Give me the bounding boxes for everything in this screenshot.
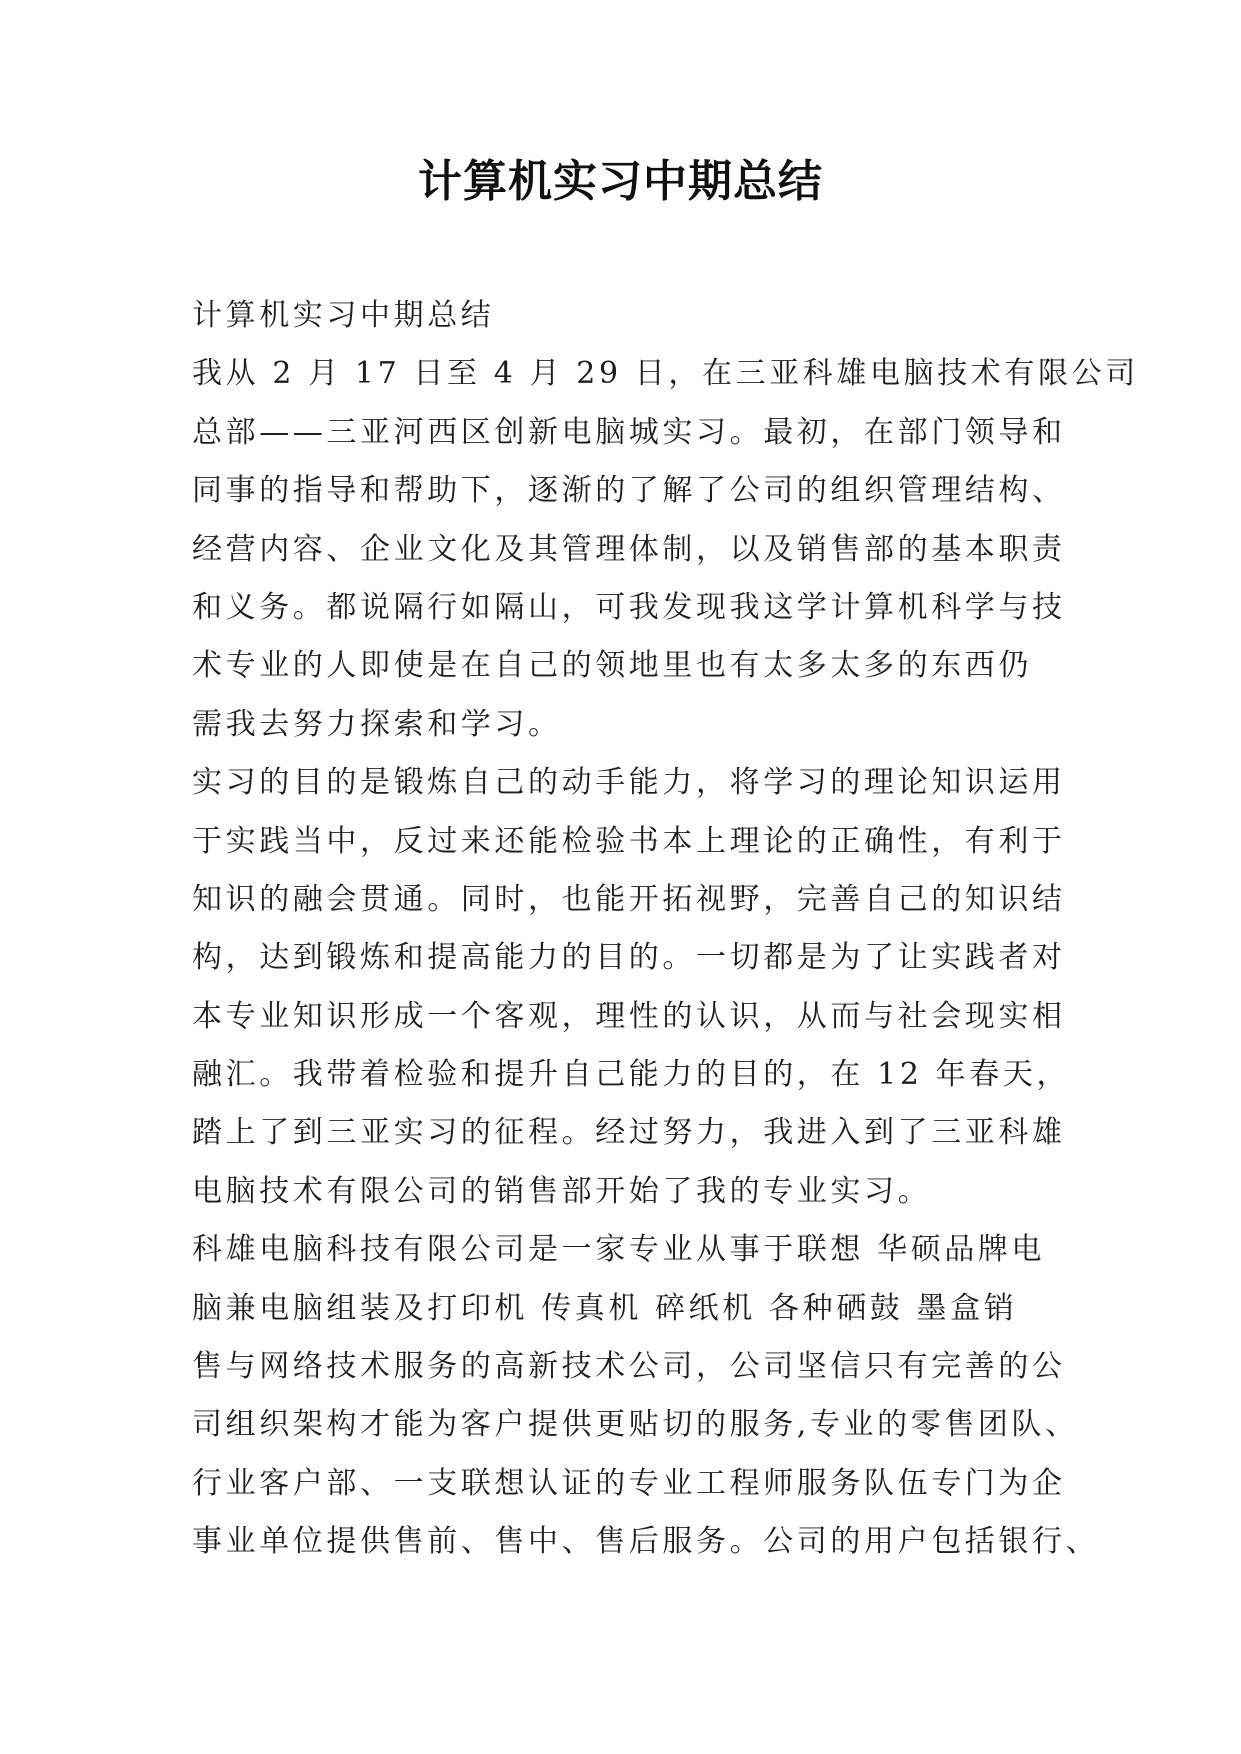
text-line: 行业客户部、一支联想认证的专业工程师服务队伍专门为企 (192, 1465, 1066, 1501)
text-line: 于实践当中，反过来还能检验书本上理论的正确性，有利于 (192, 823, 1066, 859)
text-line: 踏上了到三亚实习的征程。经过努力，我进入到了三亚科雄 (192, 1115, 1066, 1151)
text-line: 构，达到锻炼和提高能力的目的。一切都是为了让实践者对 (192, 940, 1066, 976)
text-line: 和义务。都说隔行如隔山，可我发现我这学计算机科学与技 (192, 589, 1066, 625)
text-line: 知识的融会贯通。同时，也能开拓视野，完善自己的知识结 (192, 881, 1066, 917)
text-line: 司组织架构才能为客户提供更贴切的服务,专业的零售团队、 (192, 1407, 1079, 1443)
text-line: 计算机实习中期总结 (192, 298, 495, 333)
text-line: 事业单位提供售前、售中、售后服务。公司的用户包括银行、 (192, 1524, 1100, 1560)
text-line: 同事的指导和帮助下，逐渐的了解了公司的组织管理结构、 (192, 473, 1066, 509)
text-line: 科雄电脑科技有限公司是一家专业从事于联想 华硕品牌电 (192, 1232, 1046, 1268)
text-line: 总部——三亚河西区创新电脑城实习。最初，在部门领导和 (192, 414, 1066, 450)
document-body (192, 287, 1139, 1572)
document-title: 计算机实习中期总结 (418, 156, 823, 207)
text-line: 融汇。我带着检验和提升自己能力的目的，在 12 年春天， (192, 1057, 1071, 1093)
text-line: 术专业的人即使是在自己的领地里也有太多太多的东西仍 (192, 648, 1032, 684)
text-line: 需我去努力探索和学习。 (192, 706, 562, 742)
text-line: 本专业知识形成一个客观，理性的认识，从而与社会现实相 (192, 998, 1066, 1034)
text-line: 我从 2 月 17 日至 4 月 29 日，在三亚科雄电脑技术有限公司 (192, 356, 1139, 392)
text-line: 经营内容、企业文化及其管理体制，以及销售部的基本职责 (192, 531, 1066, 567)
text-line: 售与网络技术服务的高新技术公司，公司坚信只有完善的公 (192, 1349, 1066, 1385)
text-line: 电脑技术有限公司的销售部开始了我的专业实习。 (192, 1173, 932, 1209)
text-line: 脑兼电脑组装及打印机 传真机 碎纸机 各种硒鼓 墨盒销 (192, 1290, 1018, 1326)
text-line: 实习的目的是锻炼自己的动手能力，将学习的理论知识运用 (192, 765, 1066, 801)
